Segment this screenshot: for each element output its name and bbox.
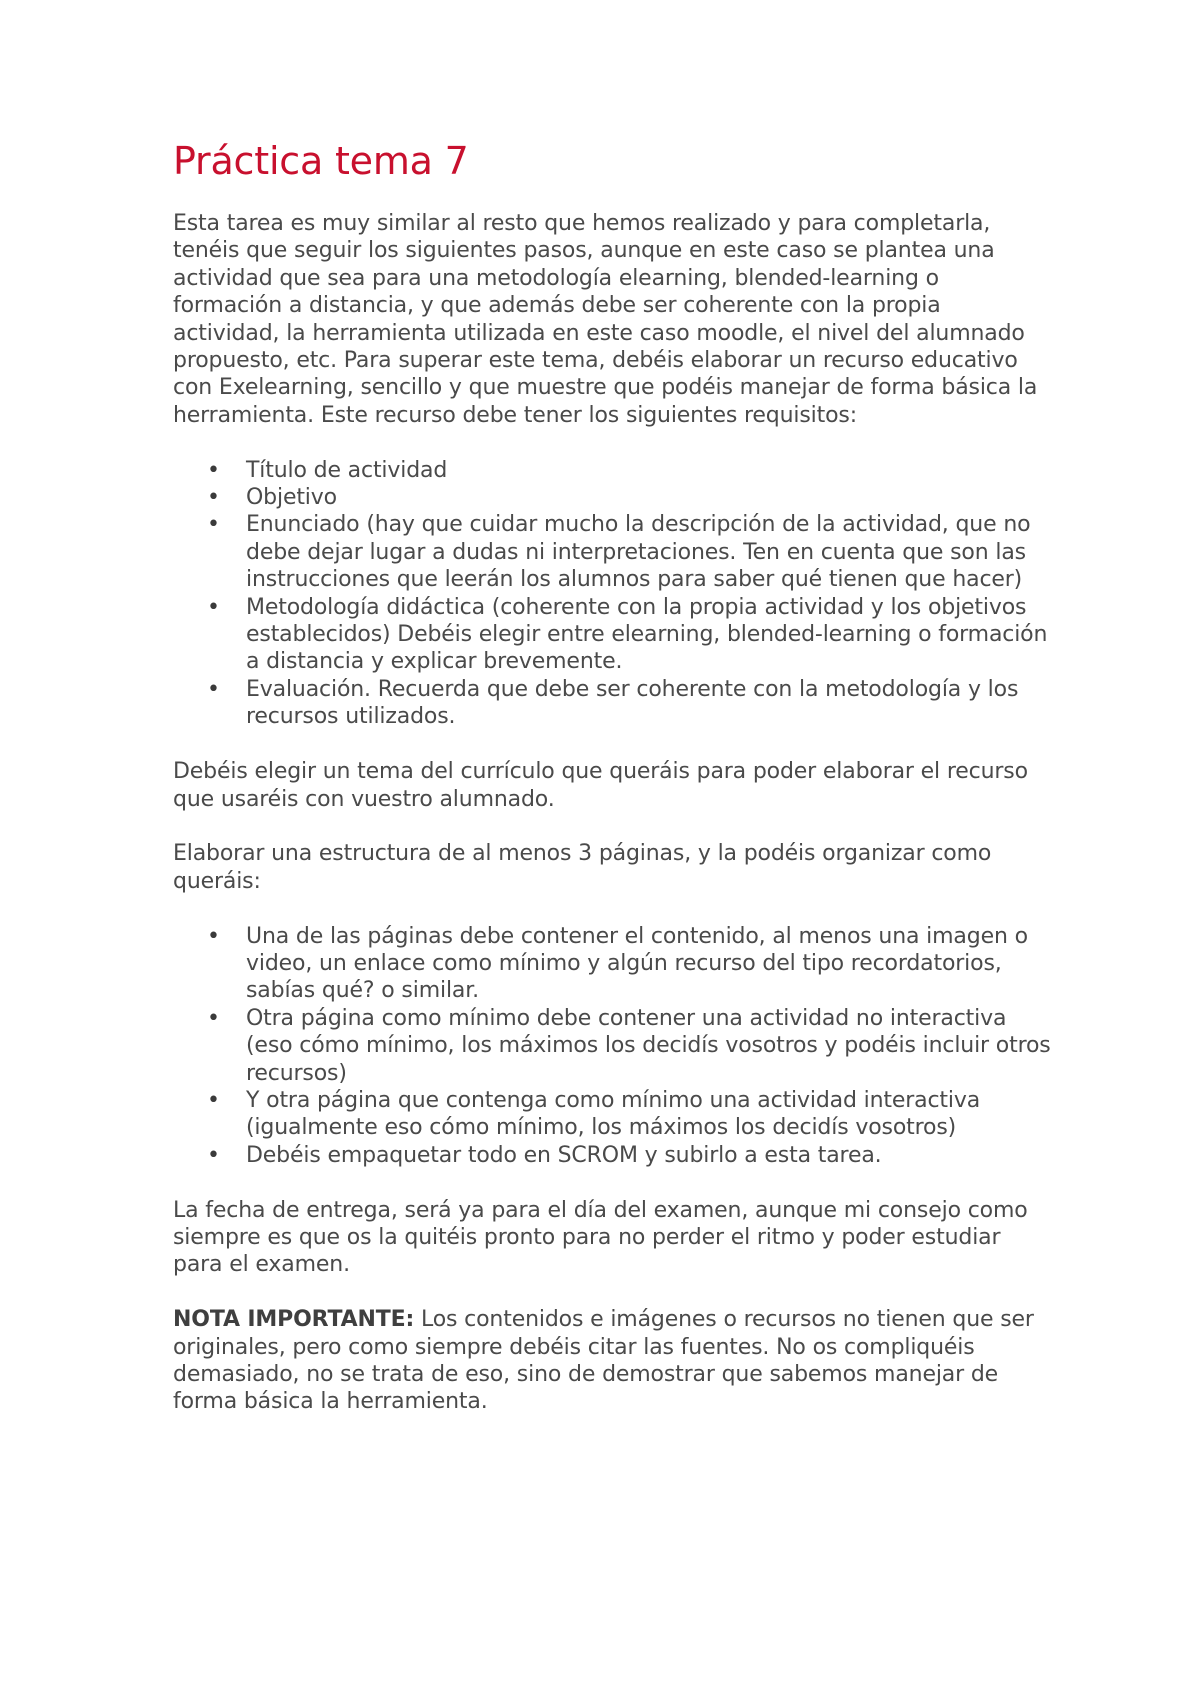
list-item-text: Enunciado (hay que cuidar mucho la descripción de la actividad, que no debe dejar lugar a dudas ni interpretaciones. Ten en cuenta que son las instrucciones que leerán los alumnos para saber qué tienen que hacer) — [246, 512, 1031, 593]
list-item — [207, 484, 1053, 511]
intro-paragraph: Esta tarea es muy similar al resto que hemos realizado y para completarla, tenéis que seguir los siguientes pasos, aunque en este caso se plantea una actividad que sea para una metodología elearning, blended-learning o formación a distancia, y que además debe ser coherente con la propia actividad, la herramienta utilizada en este caso moodle, el nivel del alumnado propuesto, etc. Para superar este tema, debéis elaborar un recurso educativo con Exelearning, sencillo y que muestre que podéis manejar de forma básica la herramienta. Este recurso debe tener los siguientes requisitos: — [173, 211, 1038, 428]
list-item — [207, 1142, 1053, 1169]
bullet-icon: • — [207, 676, 220, 702]
list-item-text: Debéis empaquetar todo en SCROM y subirlo a esta tarea. — [246, 1142, 882, 1168]
list-item — [207, 1005, 1053, 1087]
note-paragraph — [173, 1306, 1053, 1416]
bullet-icon: • — [207, 923, 220, 949]
topic-paragraph: Debéis elegir un tema del currículo que queráis para poder elaborar el recurso que usaréis con vuestro alumnado. — [173, 759, 1028, 812]
bullet-icon: • — [207, 594, 220, 620]
document-page — [173, 138, 1053, 1443]
note-text: Los contenidos e imágenes o recursos no tienen que ser originales, pero como siempre debéis citar las fuentes. No os compliquéis demasiado, no se trata de eso, sino de demostrar que sabemos manejar de forma básica la herramienta. — [173, 1307, 1034, 1415]
deadline-paragraph: La fecha de entrega, será ya para el día del examen, aunque mi consejo como siempre es que os la quitéis pronto para no perder el ritmo y poder estudiar para el examen. — [173, 1197, 1028, 1278]
bullet-icon: • — [207, 485, 220, 511]
list-item-text: Y otra página que contenga como mínimo una actividad interactiva (igualmente eso cómo mínimo, los máximos los decidís vosotros) — [246, 1087, 981, 1141]
document-title: Práctica tema 7 — [173, 139, 469, 183]
list-item-text: Objetivo — [246, 485, 337, 511]
bullet-icon: • — [207, 1087, 220, 1113]
list-item — [207, 594, 1053, 676]
structure-paragraph: Elaborar una estructura de al menos 3 páginas, y la podéis organizar como queráis: — [173, 841, 992, 894]
list-item — [207, 1087, 1053, 1142]
list-item-text: Metodología didáctica (coherente con la propia actividad y los objetivos establecidos) Debéis elegir entre elearning, blended-learning o formación a distancia y explicar brevemente. — [246, 594, 1048, 675]
list-item-text: Una de las páginas debe contener el contenido, al menos una imagen o video, un enlace como mínimo y algún recurso del tipo recordatorios, sabías qué? o similar. — [246, 923, 1028, 1004]
bullet-icon: • — [207, 1005, 220, 1031]
list-item-text: Título de actividad — [246, 457, 448, 483]
list-item — [207, 676, 1053, 731]
list-item — [207, 457, 1053, 484]
list-item — [207, 923, 1053, 1005]
bullet-icon: • — [207, 512, 220, 538]
list-item — [207, 511, 1053, 593]
bullet-icon: • — [207, 457, 220, 483]
pages-list — [173, 923, 1053, 1170]
note-label: NOTA IMPORTANTE: — [173, 1307, 415, 1333]
list-item-text: Evaluación. Recuerda que debe ser coherente con la metodología y los recursos utilizados. — [246, 676, 1019, 730]
bullet-icon: • — [207, 1142, 220, 1168]
list-item-text: Otra página como mínimo debe contener una actividad no interactiva (eso cómo mínimo, los máximos los decidís vosotros y podéis incluir otros recursos) — [246, 1005, 1051, 1086]
requirements-list — [173, 457, 1053, 731]
